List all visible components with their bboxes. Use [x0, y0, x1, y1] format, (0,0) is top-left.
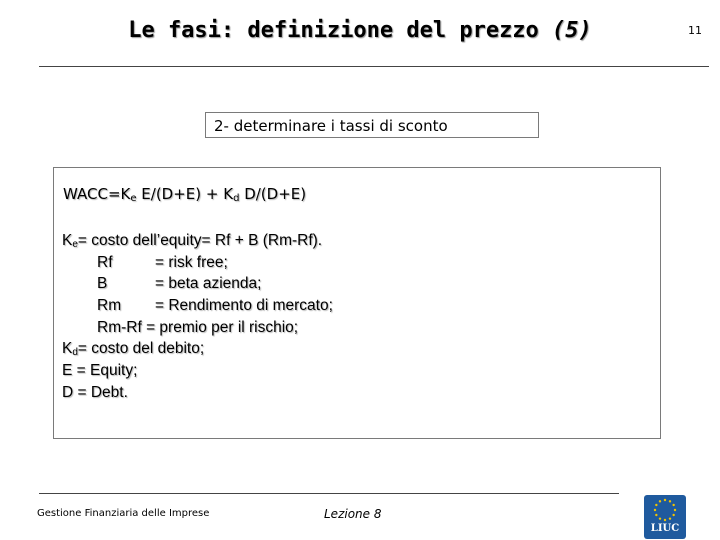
logo-star [672, 504, 674, 506]
subtitle-box [205, 112, 539, 138]
logo-star [655, 514, 657, 516]
logo-star [659, 517, 661, 519]
wacc-formula: $WACC=K_e$ $E/(D+E) + K_d$ D/(D+E) [63, 185, 307, 204]
definition-item-b: B = beta azienda; [97, 275, 262, 293]
top-divider [39, 66, 709, 67]
debt-definition: D = Debt. [62, 383, 128, 401]
footer-course-name: Gestione Finanziaria delle Imprese [37, 508, 210, 519]
bottom-divider [39, 493, 619, 494]
logo-star [674, 509, 676, 511]
footer-lesson: Lezione 8 [324, 507, 382, 521]
definitions-list [62, 230, 333, 404]
logo-star [669, 517, 671, 519]
logo-star [664, 499, 666, 501]
logo-star [664, 519, 666, 521]
page-number: 11 [688, 24, 702, 37]
equity-definition: E = Equity; [62, 362, 138, 380]
definition-item-rm: Rm = Rendimento di mercato; [97, 297, 333, 315]
slide-title: Le fasi: definizione del prezzo (5) [128, 18, 592, 43]
definition-item-rf: Rf = risk free; [97, 253, 228, 271]
content-box [53, 167, 661, 439]
liuc-logo-icon [643, 494, 687, 540]
logo-star [654, 509, 656, 511]
subtitle-text: 2- determinare i tassi di sconto [214, 117, 448, 135]
logo-star [659, 500, 661, 502]
risk-premium-definition: Rm-Rf = premio per il rischio; [97, 318, 299, 336]
logo-star [672, 514, 674, 516]
logo-star [655, 504, 657, 506]
kd-definition: $K_d=$ costo del debito; [62, 340, 205, 359]
ke-definition: $K_e=$ costo dell’equity= Rf + B (Rm-Rf). [62, 232, 323, 250]
svg-text:LIUC: LIUC [650, 523, 680, 534]
logo-star [669, 500, 671, 502]
